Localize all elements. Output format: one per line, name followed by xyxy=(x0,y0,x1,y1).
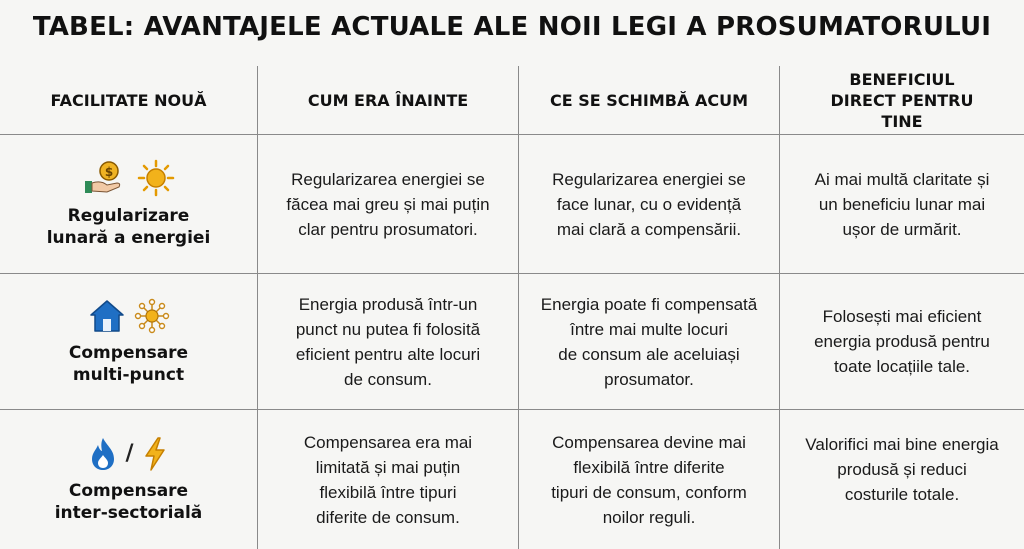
cell-line: un beneficiu lunar mai xyxy=(818,194,986,214)
lightning-icon xyxy=(142,436,168,472)
table-row-feature xyxy=(0,135,257,273)
table-cell-before xyxy=(258,410,518,549)
cell-line: diferite de consum. xyxy=(316,507,460,527)
feature-name-line2: multi-punct xyxy=(72,364,185,385)
cell-line: mai clară a compensării. xyxy=(556,219,742,239)
cell-line: Energia poate fi compensată xyxy=(540,294,758,314)
cell-line: Compensarea era mai xyxy=(303,432,473,452)
feature-name-line2: inter-sectorială xyxy=(54,502,203,523)
table-cell-now xyxy=(519,274,779,409)
cell-line: energia produsă pentru xyxy=(814,332,990,351)
feature-icons xyxy=(83,159,175,197)
cell-line: Folosești mai eficient xyxy=(822,307,982,326)
table-cell-benefit xyxy=(780,274,1024,409)
cell-line: clar pentru prosumatori. xyxy=(298,219,478,239)
hand-coin-icon xyxy=(83,161,129,195)
cell-line: Regularizarea energiei se xyxy=(552,169,746,189)
cell-line: tipuri de consum, conform xyxy=(551,482,747,502)
cell-line: flexibilă între tipuri xyxy=(319,482,457,502)
cell-line: Energia produsă într-un xyxy=(298,294,478,314)
cell-line: de consum. xyxy=(344,369,432,389)
cell-line: Ai mai multă claritate și xyxy=(814,169,990,189)
slash-separator: / xyxy=(125,441,134,466)
page-title: TABEL: AVANTAJELE ACTUALE ALE NOII LEGI A PROSUMATORULUI xyxy=(32,12,992,42)
gas-flame-icon xyxy=(89,436,117,472)
cell-line: eficient pentru alte locuri xyxy=(295,344,481,364)
feature-name-line1: Compensare xyxy=(68,480,189,501)
cell-line: limitată și mai puțin xyxy=(315,457,461,477)
svg-text:$: $ xyxy=(104,165,113,179)
feature-name-line1: Compensare xyxy=(68,342,189,363)
feature-name-line2: lunară a energiei xyxy=(46,228,211,248)
cell-line: de consum ale aceluiași xyxy=(558,344,740,364)
table-cell-now xyxy=(519,410,779,549)
cell-line: Compensarea devine mai xyxy=(552,432,746,452)
feature-icons xyxy=(89,436,167,472)
table-cell-before xyxy=(258,274,518,409)
cell-line: făcea mai greu și mai puțin xyxy=(286,194,490,214)
table-row-feature xyxy=(0,410,257,549)
header-before: CUM ERA ÎNAINTE xyxy=(307,90,469,110)
house-icon xyxy=(88,298,126,334)
table-cell-benefit xyxy=(780,410,1024,549)
header-feature: FACILITATE NOUĂ xyxy=(50,90,207,110)
cell-line: Regularizarea energiei se xyxy=(291,169,485,189)
table-cell-now xyxy=(519,135,779,273)
cell-line: prosumator. xyxy=(604,369,694,389)
cell-line: flexibilă între diferite xyxy=(573,457,725,477)
header-now: CE SE SCHIMBĂ ACUM xyxy=(550,90,748,110)
network-icon xyxy=(134,298,170,334)
feature-icons xyxy=(88,298,170,334)
table-cell-benefit xyxy=(780,135,1024,273)
table-row-feature xyxy=(0,274,257,409)
table-cell-before xyxy=(258,135,518,273)
sun-icon xyxy=(137,159,175,197)
cell-line: Valorifici mai bine energia xyxy=(805,435,999,454)
cell-line: punct nu putea fi folosită xyxy=(295,319,481,339)
cell-line: produsă și reduci xyxy=(837,460,967,479)
header-benefit: BENEFICIUL DIRECT PENTRU TINE xyxy=(830,69,974,131)
cell-line: între mai multe locuri xyxy=(570,319,728,339)
cell-line: toate locațiile tale. xyxy=(833,357,971,376)
cell-line: noilor reguli. xyxy=(602,507,696,527)
cell-line: ușor de urmărit. xyxy=(842,219,962,239)
feature-name-line1: Regularizare xyxy=(67,206,190,226)
cell-line: face lunar, cu o evidență xyxy=(556,194,742,214)
comparison-table xyxy=(0,66,1024,549)
cell-line: costurile totale. xyxy=(844,485,960,504)
